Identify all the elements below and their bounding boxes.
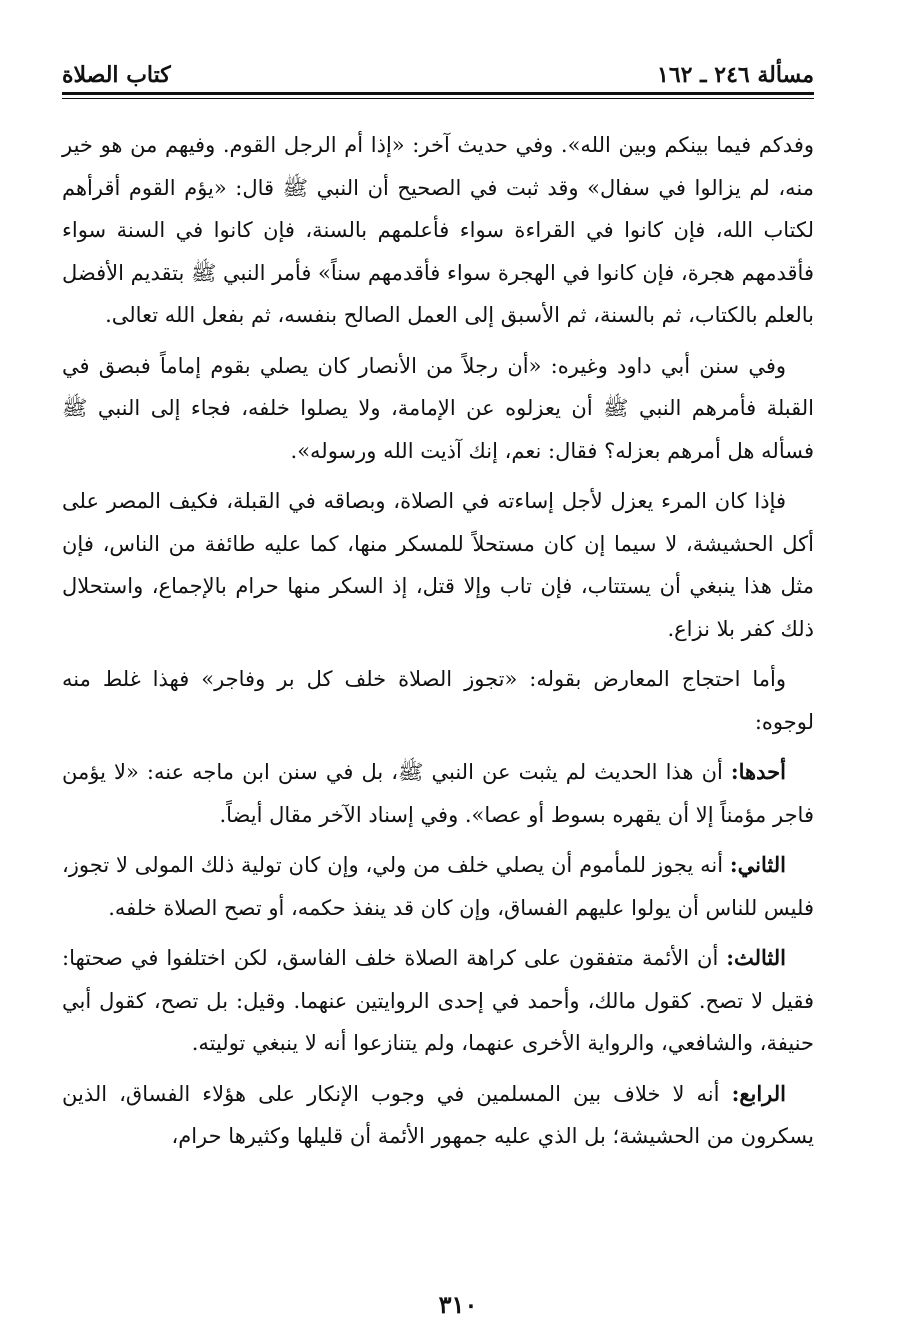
paragraph-text: أنه يجوز للمأموم أن يصلي خلف من ولي، وإن كان تولية ذلك المولى لا تجوز، فليس للناس أن يولوا عليهم الفساق، وإن كان قد ينفذ حكمه، أو تصح الصلاة خلفه. (62, 853, 814, 920)
paragraph-7 (62, 937, 814, 1065)
paragraph-text: فإذا كان المرء يعزل لأجل إساءته في الصلاة، وبصاقه في القبلة، فكيف المصر على أكل الحشيشة، لا سيما إن كان مستحلاً للمسكر منها، كما عليه طائفة من الناس، فإن مثل هذا ينبغي أن يستتاب، فإن تاب وإلا قتل، إذ السكر منها حرام بالإجماع، واستحلال ذلك كفر بلا نزاع. (62, 489, 814, 641)
paragraph-1 (62, 124, 814, 337)
header-section-info: مسألة ٢٤٦ ـ ١٦٢ (657, 62, 814, 88)
paragraph-text: وأما احتجاج المعارض بقوله: «تجوز الصلاة خلف كل بر وفاجر» فهذا غلط منه لوجوه: (62, 667, 814, 734)
header-book-title: كتاب الصلاة (62, 62, 171, 88)
page-number: ٣١٠ (438, 1290, 478, 1319)
paragraph-3 (62, 480, 814, 650)
body-text (62, 124, 814, 1166)
paragraph-text: أن هذا الحديث لم يثبت عن النبي ﷺ، بل في سنن ابن ماجه عنه: «لا يؤمن فاجر مؤمناً إلا أن يقهره بسوط أو عصا». وفي إسناد الآخر مقال أيضاً. (62, 760, 814, 827)
paragraph-text: وفي سنن أبي داود وغيره: «أن رجلاً من الأنصار كان يصلي بقوم إماماً فبصق في القبلة فأمرهم النبي ﷺ أن يعزلوه عن الإمامة، ولا يصلوا خلفه، فجاء إلى النبي ﷺ فسأله هل أمرهم بعزله؟ فقال: نعم، إنك آذيت الله ورسوله». (62, 353, 814, 463)
paragraph-6 (62, 844, 814, 929)
point-label: أحدها: (730, 759, 786, 784)
paragraph-8 (62, 1073, 814, 1158)
paragraph-2 (62, 345, 814, 473)
paragraph-5 (62, 751, 814, 836)
point-label: الرابع: (731, 1080, 786, 1106)
paragraph-4 (62, 658, 814, 743)
point-label: الثاني: (729, 852, 786, 877)
paragraph-text: أن الأئمة متفقون على كراهة الصلاة خلف الفاسق، لكن اختلفوا في صحتها: فقيل لا تصح. كقول مالك، وأحمد في إحدى الروايتين عنهما. وقيل: بل تصح، كقول أبي حنيفة، والشافعي، والرواية الأخرى عنهما، ولم يتنازعوا أنه لا ينبغي توليته. (62, 946, 814, 1055)
running-header (62, 52, 814, 88)
paragraph-text: وفدكم فيما بينكم وبين الله». وفي حديث آخر: «إذا أم الرجل القوم. وفيهم من هو خير منه، لم يزالوا في سفال» وقد ثبت في الصحيح أن النبي ﷺ قال: «يؤم القوم أقرأهم لكتاب الله، فإن كانوا في القراءة سواء فأعلمهم بالسنة، فإن كانوا في السنة سواء فأقدمهم هجرة، فإن كانوا في الهجرة سواء فأقدمهم سناً» فأمر النبي ﷺ بتقديم الأفضل بالعلم بالكتاب، ثم بالسنة، ثم الأسبق إلى العمل الصالح بنفسه، ثم بفعل الله تعالى. (62, 133, 814, 327)
header-rule-thick (62, 92, 814, 95)
header-rule-thin (62, 98, 814, 99)
point-label: الثالث: (726, 945, 786, 970)
paragraph-text: أنه لا خلاف بين المسلمين في وجوب الإنكار على هؤلاء الفساق، الذين يسكرون من الحشيشة؛ بل الذي عليه جمهور الأئمة أن قليلها وكثيرها حرام، (62, 1081, 814, 1148)
